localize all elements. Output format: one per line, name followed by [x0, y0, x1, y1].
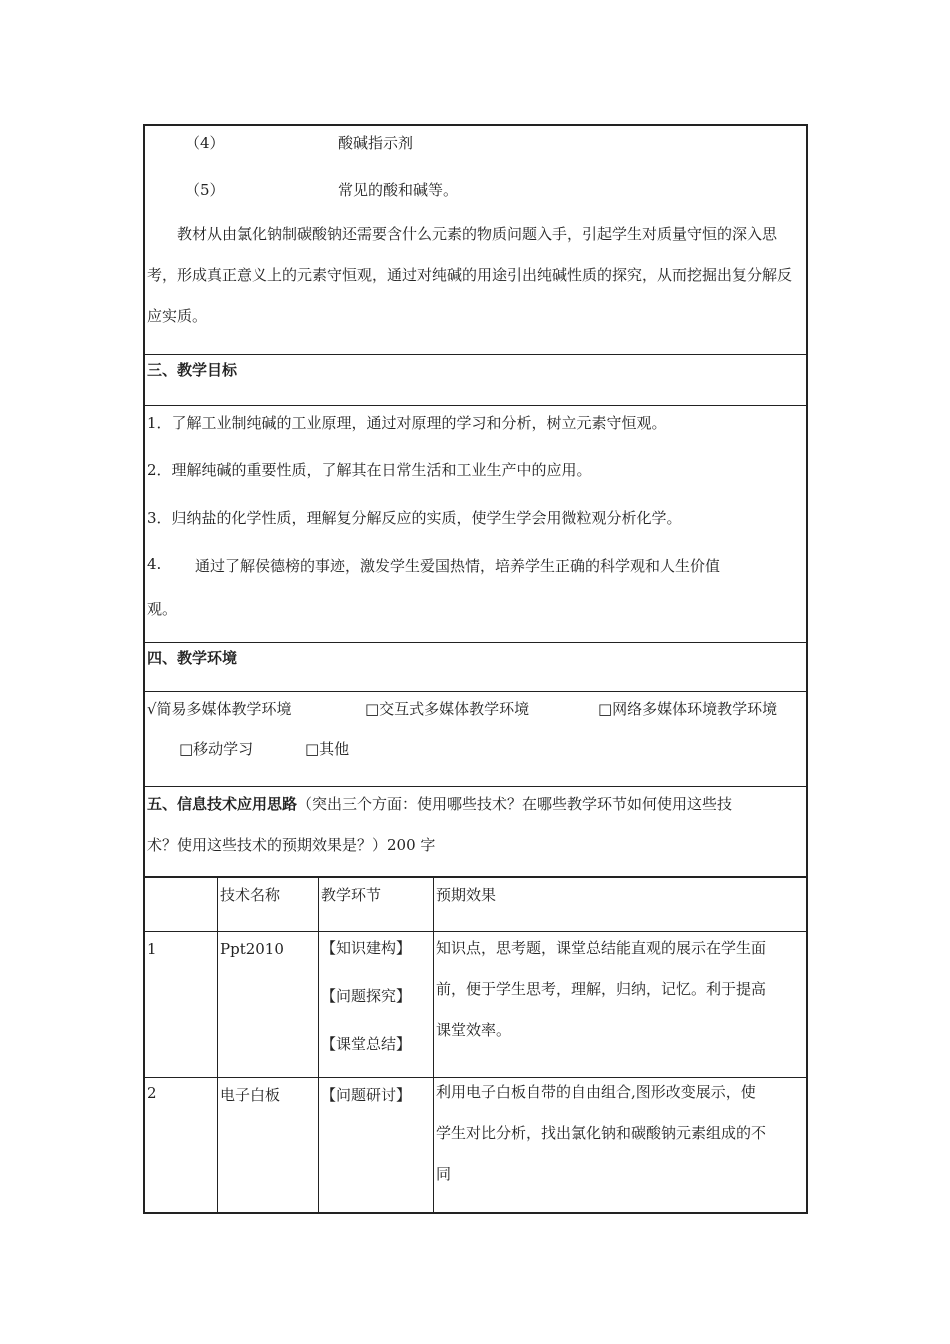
effect-line: 同 — [436, 1164, 452, 1183]
item-4-text: 酸碱指示剂 — [338, 134, 414, 152]
env-option-simple-multimedia[interactable]: √简易多媒体教学环境 — [147, 700, 292, 718]
header-stage-label: 教学环节 — [321, 886, 382, 904]
header-cell-effect — [434, 877, 808, 931]
header-cell-tech — [218, 877, 319, 931]
tech-table — [143, 876, 808, 1214]
teaching-env-header — [145, 643, 806, 692]
env-option-other[interactable]: □其他 — [305, 740, 350, 758]
row-effect — [434, 1077, 808, 1213]
env-option-mobile[interactable]: □移动学习 — [179, 740, 254, 758]
section-note-line2: 术？使用这些技术的预期效果是？）200 字 — [147, 836, 436, 854]
goal-3: 3．归纳盐的化学性质，理解复分解反应的实质，使学生学会用微粒观分析化学。 — [147, 509, 682, 527]
row-num-text: 2 — [147, 1083, 157, 1102]
it-application-title-line1 — [147, 793, 732, 814]
row-num-text: 1 — [147, 939, 157, 958]
textbook-analysis-section — [145, 126, 806, 355]
header-cell-num — [144, 877, 218, 931]
row-num — [144, 1077, 218, 1213]
goal-4-number: 4. — [147, 555, 162, 573]
effect-line: 知识点，思考题，课堂总结能直观的展示在学生面 — [436, 938, 767, 957]
teaching-env-body — [145, 692, 806, 787]
effect-line: 前，便于学生思考，理解，归纳，记忆。利于提高 — [436, 979, 767, 998]
it-application-header — [145, 787, 806, 879]
stage-item: 【知识建构】 — [321, 938, 412, 957]
textbook-analysis-paragraph: 教材从由氯化钠制碳酸钠还需要含什么元素的物质问题入手，引起学生对质量守恒的深入思考，形成真正意义上的元素守恒观，通过对纯碱的用途引出纯碱性质的探究，从而挖掘出复分解反应实质。 — [147, 225, 793, 325]
section-title: 五、信息技术应用思路 — [147, 795, 298, 813]
row-stages — [319, 1077, 434, 1213]
effect-line: 利用电子白板自带的自由组合,图形改变展示，使 — [436, 1082, 756, 1101]
item-4-number: （4） — [185, 134, 225, 152]
goal-4-continuation: 观。 — [147, 600, 178, 618]
row-effect — [434, 931, 808, 1077]
teaching-goals-header — [145, 355, 806, 406]
stage-item: 【问题探究】 — [321, 986, 412, 1005]
section-note: （突出三个方面：使用哪些技术？在哪些教学环节如何使用这些技 — [297, 795, 733, 813]
section-title: 三、教学目标 — [147, 361, 238, 379]
stage-item: 【课堂总结】 — [321, 1034, 412, 1053]
row-tech-text: Ppt2010 — [220, 939, 284, 958]
env-option-interactive[interactable]: □交互式多媒体教学环境 — [365, 700, 530, 718]
goal-2: 2．理解纯碱的重要性质，了解其在日常生活和工业生产中的应用。 — [147, 461, 592, 479]
document-page — [143, 124, 808, 879]
env-option-network[interactable]: □网络多媒体环境教学环境 — [598, 700, 778, 718]
row-stages — [319, 931, 434, 1077]
goal-4-text: 通过了解侯德榜的事迹，激发学生爱国热情，培养学生正确的科学观和人生价值 — [195, 557, 721, 575]
teaching-goals-body — [145, 406, 806, 643]
item-5-text: 常见的酸和碱等。 — [338, 181, 459, 199]
section-title: 四、教学环境 — [147, 649, 238, 667]
item-5-number: （5） — [185, 181, 225, 199]
row-tech — [218, 931, 319, 1077]
table-row — [144, 1077, 807, 1213]
lesson-plan-frame — [143, 124, 808, 879]
row-tech — [218, 1077, 319, 1213]
stage-item: 【问题研讨】 — [321, 1085, 412, 1104]
header-tech-label: 技术名称 — [220, 886, 281, 904]
row-tech-text: 电子白板 — [220, 1085, 281, 1104]
table-row — [144, 931, 807, 1077]
effect-line: 学生对比分析，找出氯化钠和碳酸钠元素组成的不 — [436, 1123, 767, 1142]
table-header-row — [144, 877, 807, 931]
header-effect-label: 预期效果 — [436, 886, 497, 904]
effect-line: 课堂效率。 — [436, 1020, 512, 1039]
row-num — [144, 931, 218, 1077]
goal-1: 1．了解工业制纯碱的工业原理，通过对原理的学习和分析，树立元素守恒观。 — [147, 414, 667, 432]
